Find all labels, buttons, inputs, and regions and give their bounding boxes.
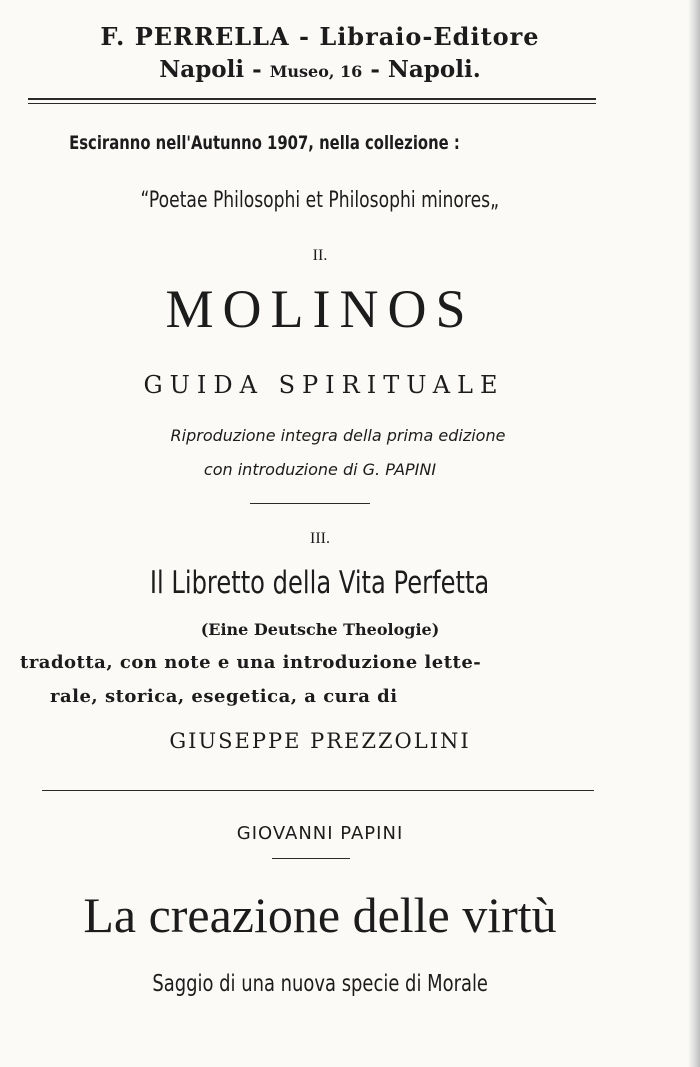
molinos-title: GUIDA SPIRITUALE — [143, 371, 505, 399]
section-rule — [42, 790, 594, 791]
header-rule-top — [28, 98, 596, 100]
papini-author: GIOVANNI PAPINI — [236, 823, 404, 844]
city-left: Napoli - — [159, 56, 262, 83]
announcement: Esciranno nell'Autunno 1907, nella collezione : — [68, 132, 460, 154]
address-line — [0, 56, 640, 83]
libretto-description-2: rale, storica, esegetica, a cura di — [50, 686, 398, 707]
page-edge — [688, 0, 700, 1067]
publisher-line — [0, 22, 640, 51]
header-rule-bottom — [28, 103, 596, 104]
libretto-editor: GIUSEPPE PREZZOLINI — [169, 729, 471, 753]
separator-short-1 — [250, 503, 370, 504]
molinos-author: MOLINOS — [165, 279, 475, 339]
publisher-name: F. PERRELLA — [100, 22, 290, 51]
street: Museo, 16 — [269, 62, 363, 81]
libretto-description-1: tradotta, con note e una introduzione lette- — [20, 652, 482, 673]
libretto-subtitle: (Eine Deutsche Theologie) — [200, 620, 440, 639]
separator-short-2 — [272, 858, 350, 859]
volume-number-2: II. — [312, 247, 328, 264]
collection-title: “Poetae Philosophi et Philosophi minores„ — [140, 188, 500, 213]
city-right: - Napoli. — [370, 56, 481, 83]
volume-number-3: III. — [310, 530, 330, 547]
molinos-introduction-line: con introduzione di G. PAPINI — [203, 460, 437, 479]
molinos-edition-line: Riproduzione integra della prima edizione — [170, 426, 506, 445]
papini-subtitle: Saggio di una nuova specie di Morale — [152, 971, 488, 997]
libretto-title: Il Libretto della Vita Perfetta — [150, 565, 490, 601]
publisher-role: - Libraio-Editore — [299, 22, 540, 51]
papini-title: La creazione delle virtù — [83, 887, 557, 943]
